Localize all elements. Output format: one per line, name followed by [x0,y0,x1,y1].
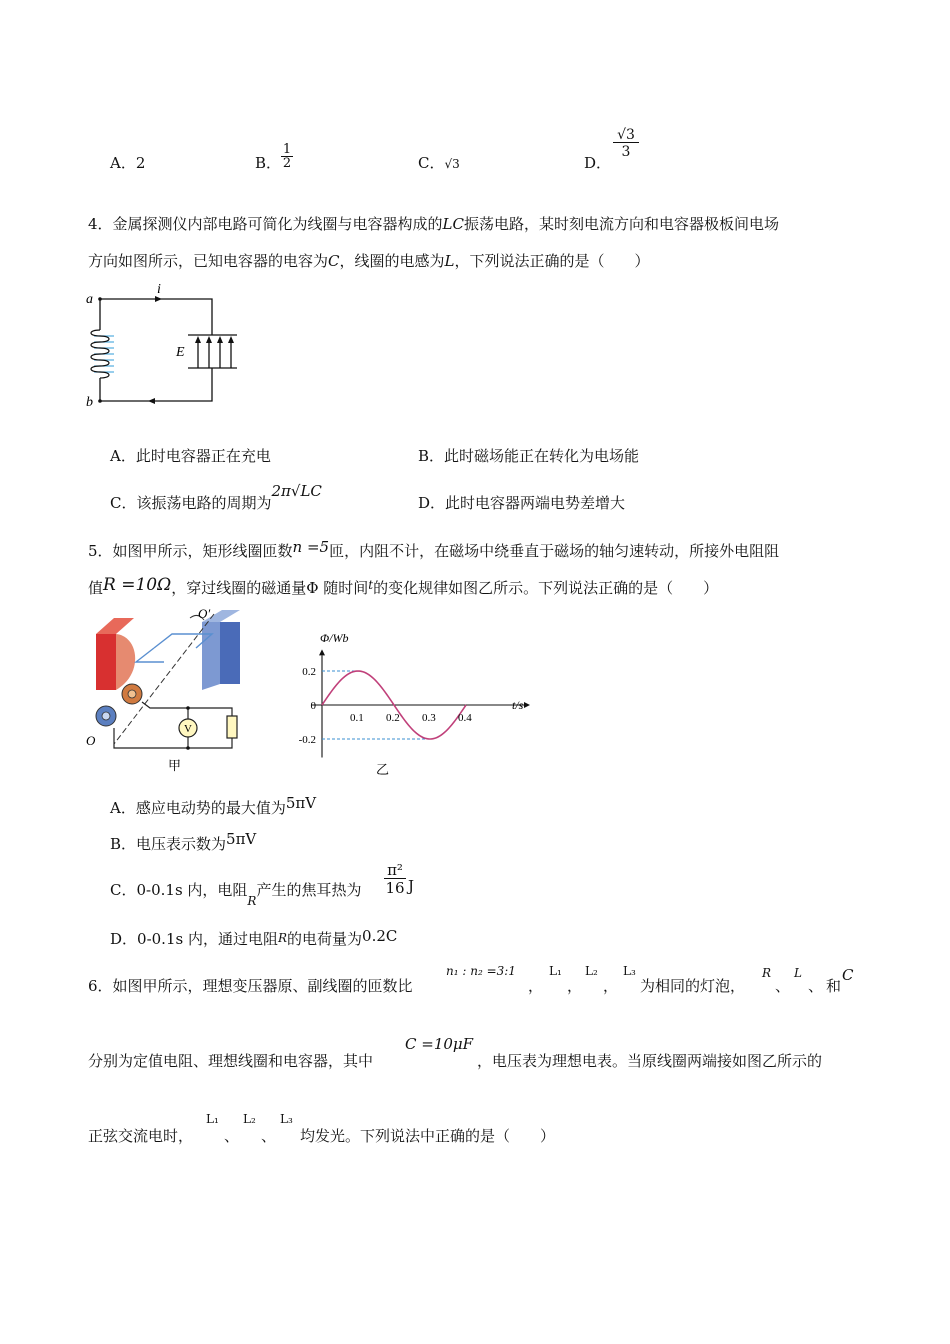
lc-circuit-figure [80,280,250,412]
q6-sep: 、 [224,1127,240,1145]
field-e-label: E [176,345,185,360]
q4-stem-line2: 方向如图所示，已知电容器的电容为C，线圈的电感为L，下列说法正确的是（ ） [88,252,650,270]
q3-option-d: D． [584,154,612,172]
q4-option-a: A．此时电容器正在充电 [110,447,271,465]
q6-stem-line1-text: 6．如图甲所示，理想变压器原、副线圈的匝数比 [88,977,413,995]
q5-option-d: D．0-0.1s 内，通过电阻R的电荷量为0.2C [110,927,398,948]
q5-option-c: C．0-0.1s 内，电阻$_R$产生的焦耳热为 [110,881,362,908]
q6-comma: ， [567,977,583,995]
voltmeter-label: V [184,723,192,735]
q6-capacitor-c: C [842,966,854,984]
q3-option-c: C．√3 [418,154,460,172]
q6-inductor-l: L [794,966,802,980]
q5-stem-line1: 5．如图甲所示，矩形线圈匝数n =5匝，内阻不计，在磁场中绕垂直于磁场的轴匀速转动，所接外电阻阻 [88,538,780,560]
y-tick-label: 0 [310,700,316,712]
q6-sep: 、 [808,977,824,995]
x-tick-label: 0.2 [386,712,400,724]
current-i-label: i [157,282,161,297]
q6-stem-line3: 正弦交流电时， [88,1127,194,1145]
q4-stem-line1: 4．金属探测仪内部电路可简化为线圈与电容器构成的LC振荡电路，某时刻电流方向和电容器极板间电场 [88,215,780,233]
y-axis-arrow [319,649,325,655]
figure-yi-caption: 乙 [376,762,390,777]
q5-option-a: A．感应电动势的最大值为5πV [110,794,317,817]
q6-bulb-l3: L₃ [280,1112,293,1126]
q6-stem-line1-tail: 为相同的灯泡， [640,977,746,995]
axis-o-prime-label: O′ [198,606,211,621]
q6-comma: ， [528,977,544,995]
q3-option-b: B． [255,154,282,172]
x-tick-label: 0.1 [350,712,364,724]
x-axis-label: t/s [512,698,524,712]
generator-figure [84,604,254,774]
q6-sep: 、 [261,1127,277,1145]
y-tick-label: 0.2 [302,666,316,678]
q4-option-b: B．此时磁场能正在转化为电场能 [418,447,640,465]
q5-option-b: B．电压表示数为5πV [110,830,257,853]
y-tick-label: -0.2 [298,734,316,746]
q4-option-d: D．此时电容器两端电势差增大 [418,494,626,512]
flux-time-chart [290,628,540,778]
q6-resistor-r: R [762,966,772,980]
q6-capacitance: C =10μF [405,1035,474,1053]
q4-option-c: C．该振荡电路的周期为2π√LC [110,482,322,512]
q5-stem-line2: 值R =10Ω，穿过线圈的磁通量Φ 随时间$^t$的变化规律如图乙所示。下列说法正确的是（ ） [88,575,719,597]
y-axis-label: Φ/Wb [320,631,349,645]
x-tick-label: 0.3 [422,712,436,724]
x-axis-arrow [524,702,530,708]
node-a-label: a [86,292,93,307]
q3-option-b-fraction: $\frac{1}{2}$ [282,142,292,171]
q3-option-a: A．2 [110,154,146,172]
q6-bulb-l2: L₂ [243,1112,256,1126]
q6-stem-line2-tail: ，电压表为理想电表。当原线圈两端接如图乙所示的 [477,1052,823,1070]
q6-bulb-l1: L₁ [206,1112,219,1126]
q6-bulb-l3: L₃ [623,964,636,978]
q6-and: 和 [826,977,842,995]
q6-comma: ， [603,977,619,995]
x-tick-label: 0.4 [458,712,472,724]
q6-bulb-l1: L₁ [549,964,562,978]
q5-option-c-fraction: $\frac{\text{π²}}{16}$ [385,861,405,897]
q6-sep: 、 [775,977,791,995]
q6-bulb-l2: L₂ [585,964,598,978]
figure-jia-caption: 甲 [168,758,182,773]
q6-turns-ratio: n₁ : n₂ =3:1 [446,964,516,978]
q6-stem-line3-tail: 均发光。下列说法中正确的是（ ） [300,1127,556,1145]
axis-o-label: O [86,733,96,748]
q3-option-d-fraction: $\frac{√3}{3}$ [613,128,639,159]
q6-stem-line2: 分别为定值电阻、理想线圈和电容器，其中 [88,1052,374,1070]
q5-option-c-unit: J [408,877,415,895]
node-b-label: b [86,395,93,410]
